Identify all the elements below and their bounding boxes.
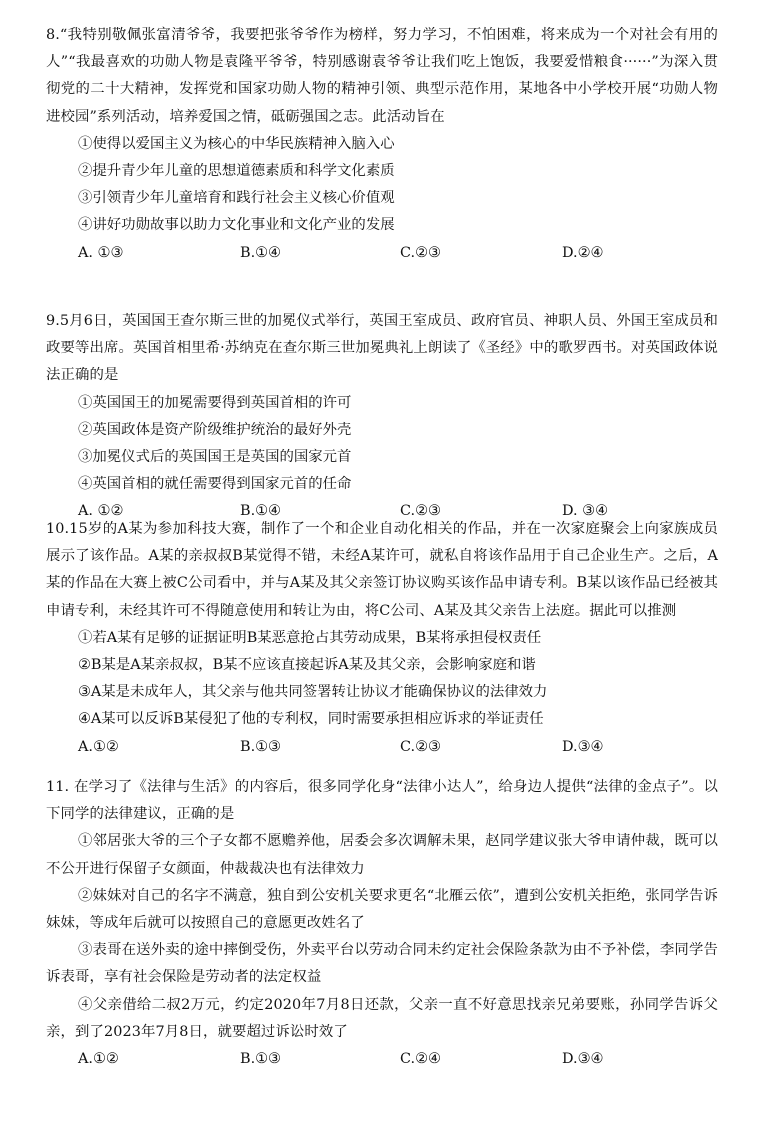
question-stem: 8.“我特别敬佩张富清爷爷，我要把张爷爷作为榜样，努力学习，不怕困难，将来成为一个对社会有用的人”“我最喜欢的功勋人物是袁隆平爷爷，特别感谢袁爷爷让我们吃上饱饭，我要爱惜粮食······”为深入贯彻党的二十大精神，发挥党和国家功勋人物的精神引领、典型示范作用，某地各中小学校开展“功勋人物进校园”系列活动，培养爱国之情，砥砺强国之志。此活动旨在 [46, 27, 718, 125]
question-9 [46, 308, 718, 526]
statement-1: ①邻居张大爷的三个子女都不愿赡养他，居委会多次调解未果，赵同学建议张大爷申请仲裁，既可以不公开进行保留子女颜面，仲裁裁决也有法律效力 [46, 833, 718, 877]
statement-2: ②妹妹对自己的名字不满意，独自到公安机关要求更名“北雁云依”，遭到公安机关拒绝，张同学告诉妹妹，等成年后就可以按照自己的意愿更改姓名了 [46, 887, 718, 932]
statement-2: ②英国政体是资产阶级维护统治的最好外壳 [78, 421, 352, 438]
option-c[interactable]: C.②④ [400, 1051, 441, 1068]
statement-4: ④A某可以反诉B某侵犯了他的专利权，同时需要承担相应诉求的举证责任 [78, 711, 544, 728]
statement-4: ④讲好功勋故事以助力文化事业和文化产业的发展 [78, 217, 395, 234]
statement-3: ③引领青少年儿童培育和践行社会主义核心价值观 [78, 190, 395, 207]
option-d[interactable]: D.③④ [562, 1051, 604, 1068]
option-b[interactable]: B.①④ [240, 244, 281, 261]
statement-3: ③加冕仪式后的英国国王是英国的国家元首 [78, 449, 352, 466]
option-b[interactable]: B.①③ [240, 1051, 281, 1068]
option-d[interactable]: D.②④ [562, 244, 604, 261]
statement-1: ①使得以爱国主义为核心的中华民族精神入脑入心 [78, 135, 395, 152]
option-c[interactable]: C.②③ [400, 244, 441, 261]
option-a[interactable]: A.①② [78, 1051, 119, 1068]
options-row [46, 240, 718, 267]
option-c[interactable]: C.②③ [400, 738, 441, 755]
option-a[interactable]: A. ①② [78, 503, 124, 520]
option-d[interactable]: D.③④ [562, 738, 604, 755]
statement-1: ①英国国王的加冕需要得到英国首相的许可 [78, 394, 352, 411]
options-row [46, 734, 718, 761]
statement-3: ③A某是未成年人，其父亲与他共同签署转让协议才能确保协议的法律效力 [78, 684, 548, 701]
statement-4: ④父亲借给二叔2万元，约定2020年7月8日还款，父亲一直不好意思找亲兄弟要账，孙同学告诉父亲，到了2023年7月8日，就要超过诉讼时效了 [46, 996, 718, 1040]
question-8 [46, 22, 718, 267]
statement-4: ④英国首相的就任需要得到国家元首的任命 [78, 476, 352, 493]
option-b[interactable]: B.①④ [240, 503, 281, 520]
statement-2: ②B某是A某亲叔叔，B某不应该直接起诉A某及其父亲，会影响家庭和谐 [78, 657, 536, 674]
question-stem: 10.15岁的A某为参加科技大赛，制作了一个和企业自动化相关的作品，并在一次家庭聚会上向家族成员展示了该作品。A某的亲叔叔B某觉得不错，未经A某许可，就私自将该作品用于自己企业生产。之后，A某的作品在大赛上被C公司看中，并与A某及其父亲签订协议购买该作品申请专利。B某以该作品已经被其申请专利，未经其许可不得随意使用和转让为由，将C公司、A某及其父亲告上法庭。据此可以推测 [46, 521, 718, 619]
options-row [46, 1046, 718, 1073]
option-c[interactable]: C.②③ [400, 503, 441, 520]
statement-3: ③表哥在送外卖的途中摔倒受伤，外卖平台以劳动合同未约定社会保险条款为由不予补偿，李同学告诉表哥，享有社会保险是劳动者的法定权益 [46, 942, 718, 986]
question-stem: 9.5月6日，英国国王查尔斯三世的加冕仪式举行，英国王室成员、政府官员、神职人员、外国王室成员和政要等出席。英国首相里希·苏纳克在查尔斯三世加冕典礼上朗读了《圣经》中的歌罗西书。对英国政体说法正确的是 [46, 313, 718, 384]
question-10 [46, 516, 718, 761]
statement-1: ①若A某有足够的证据证明B某恶意抢占其劳动成果，B某将承担侵权责任 [78, 629, 542, 646]
question-11 [46, 774, 718, 1073]
option-d[interactable]: D. ③④ [562, 503, 608, 520]
option-a[interactable]: A. ①③ [78, 244, 124, 261]
question-stem: 11. 在学习了《法律与生活》的内容后，很多同学化身“法律小达人”，给身边人提供“法律的金点子”。以下同学的法律建议，正确的是 [46, 779, 718, 823]
option-a[interactable]: A.①② [78, 738, 119, 755]
option-b[interactable]: B.①③ [240, 738, 281, 755]
statement-2: ②提升青少年儿童的思想道德素质和科学文化素质 [78, 163, 395, 180]
